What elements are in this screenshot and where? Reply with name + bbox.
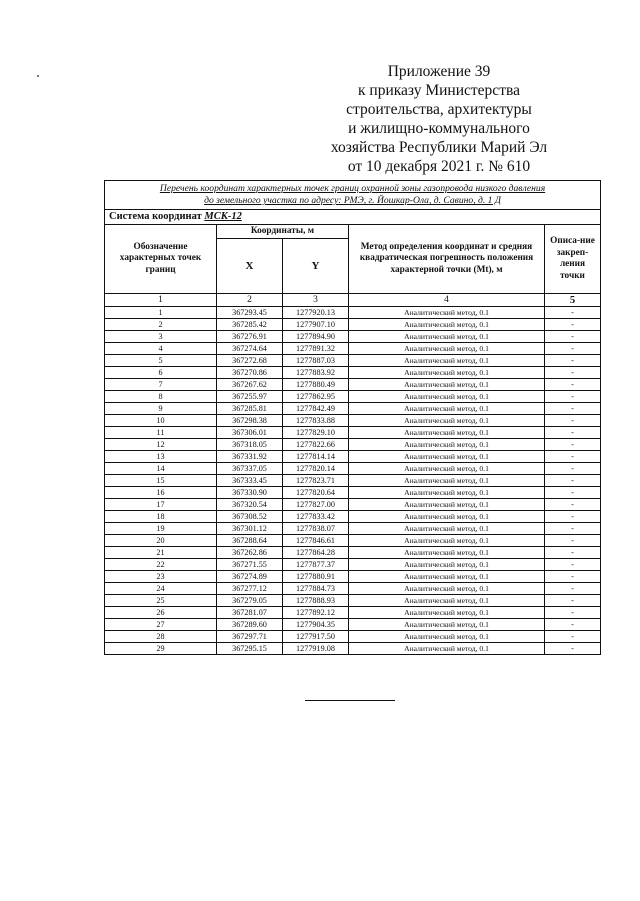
cell-y: 1277846.61 (283, 535, 349, 547)
cell-method: Аналитический метод, 0.1 (349, 331, 545, 343)
table-title-line: Перечень координат характерных точек границ охранной зоны газопровода низкого давления (159, 183, 546, 194)
cell-x: 367271.55 (217, 559, 283, 571)
cell-method: Аналитический метод, 0.1 (349, 619, 545, 631)
cell-point-number: 19 (105, 523, 217, 535)
cell-y: 1277827.00 (283, 499, 349, 511)
cell-x: 367308.52 (217, 511, 283, 523)
cell-method: Аналитический метод, 0.1 (349, 343, 545, 355)
cell-y: 1277814.14 (283, 451, 349, 463)
table-title (105, 181, 601, 210)
cell-description: - (545, 439, 601, 451)
cell-y: 1277919.08 (283, 643, 349, 655)
cell-y: 1277917.50 (283, 631, 349, 643)
cell-y: 1277820.64 (283, 487, 349, 499)
cell-method: Аналитический метод, 0.1 (349, 583, 545, 595)
cell-x: 367277.12 (217, 583, 283, 595)
cell-y: 1277862.95 (283, 391, 349, 403)
cell-point-number: 20 (105, 535, 217, 547)
cell-method: Аналитический метод, 0.1 (349, 379, 545, 391)
appendix-header (310, 62, 568, 176)
cell-point-number: 14 (105, 463, 217, 475)
header-method: Метод определения координат и средняя квадратическая погрешность положения характерной точки (Mt), м (349, 225, 545, 294)
table-row (105, 511, 601, 523)
cell-point-number: 15 (105, 475, 217, 487)
cell-description: - (545, 403, 601, 415)
table-row (105, 499, 601, 511)
cell-x: 367337.05 (217, 463, 283, 475)
cell-point-number: 12 (105, 439, 217, 451)
cell-y: 1277864.28 (283, 547, 349, 559)
appendix-line: от 10 декабря 2021 г. № 610 (347, 158, 531, 175)
cell-description: - (545, 391, 601, 403)
cell-y: 1277904.35 (283, 619, 349, 631)
cell-point-number: 6 (105, 367, 217, 379)
cell-x: 367267.62 (217, 379, 283, 391)
cell-description: - (545, 535, 601, 547)
cell-description: - (545, 595, 601, 607)
table-row (105, 319, 601, 331)
table-row (105, 463, 601, 475)
table-row (105, 547, 601, 559)
cell-x: 367318.05 (217, 439, 283, 451)
cell-x: 367297.71 (217, 631, 283, 643)
table-row (105, 427, 601, 439)
cell-y: 1277894.90 (283, 331, 349, 343)
cell-description: - (545, 319, 601, 331)
cell-point-number: 28 (105, 631, 217, 643)
cell-method: Аналитический метод, 0.1 (349, 535, 545, 547)
cell-y: 1277887.03 (283, 355, 349, 367)
column-number: 5 (545, 294, 601, 307)
cell-method: Аналитический метод, 0.1 (349, 595, 545, 607)
cell-x: 367295.15 (217, 643, 283, 655)
cell-y: 1277820.14 (283, 463, 349, 475)
coordinates-table (104, 180, 601, 655)
appendix-line: хозяйства Республики Марий Эл (330, 139, 548, 156)
cell-description: - (545, 571, 601, 583)
cell-description: - (545, 415, 601, 427)
cell-y: 1277907.10 (283, 319, 349, 331)
column-number: 2 (217, 294, 283, 307)
cell-x: 367289.60 (217, 619, 283, 631)
cell-point-number: 13 (105, 451, 217, 463)
table-row (105, 583, 601, 595)
cell-method: Аналитический метод, 0.1 (349, 631, 545, 643)
cell-point-number: 25 (105, 595, 217, 607)
table-row (105, 535, 601, 547)
table-row (105, 487, 601, 499)
coordinate-system-label: Система координат (109, 211, 202, 222)
cell-description: - (545, 343, 601, 355)
cell-y: 1277880.91 (283, 571, 349, 583)
header-x: X (217, 239, 283, 294)
cell-point-number: 21 (105, 547, 217, 559)
cell-x: 367276.91 (217, 331, 283, 343)
cell-point-number: 23 (105, 571, 217, 583)
cell-point-number: 24 (105, 583, 217, 595)
table-row (105, 523, 601, 535)
cell-description: - (545, 475, 601, 487)
appendix-line: строительства, архитектуры (346, 101, 532, 118)
column-number: 3 (283, 294, 349, 307)
cell-x: 367255.97 (217, 391, 283, 403)
cell-description: - (545, 511, 601, 523)
cell-y: 1277891.32 (283, 343, 349, 355)
table-row (105, 631, 601, 643)
cell-x: 367320.54 (217, 499, 283, 511)
cell-method: Аналитический метод, 0.1 (349, 511, 545, 523)
cell-y: 1277883.92 (283, 367, 349, 379)
cell-description: - (545, 523, 601, 535)
cell-method: Аналитический метод, 0.1 (349, 499, 545, 511)
cell-point-number: 8 (105, 391, 217, 403)
cell-description: - (545, 643, 601, 655)
cell-method: Аналитический метод, 0.1 (349, 307, 545, 319)
cell-method: Аналитический метод, 0.1 (349, 391, 545, 403)
appendix-line: и жилищно-коммунального (348, 120, 530, 137)
cell-x: 367274.64 (217, 343, 283, 355)
cell-description: - (545, 367, 601, 379)
table-title-line: до земельного участка по адресу: РМЭ, г. Йошкар-Ола, д. Савино, д. 1 Д (204, 195, 501, 206)
table-row (105, 643, 601, 655)
table-row (105, 595, 601, 607)
scan-speck (37, 75, 39, 77)
header-description: Описа-ние закреп-ления точки (545, 225, 601, 294)
cell-method: Аналитический метод, 0.1 (349, 607, 545, 619)
cell-x: 367293.45 (217, 307, 283, 319)
table-row (105, 367, 601, 379)
cell-x: 367288.64 (217, 535, 283, 547)
cell-x: 367330.90 (217, 487, 283, 499)
cell-x: 367285.81 (217, 403, 283, 415)
cell-y: 1277833.42 (283, 511, 349, 523)
cell-point-number: 29 (105, 643, 217, 655)
cell-point-number: 27 (105, 619, 217, 631)
cell-y: 1277829.10 (283, 427, 349, 439)
cell-description: - (545, 427, 601, 439)
cell-point-number: 22 (105, 559, 217, 571)
cell-point-number: 1 (105, 307, 217, 319)
table-row (105, 415, 601, 427)
table-row (105, 619, 601, 631)
cell-method: Аналитический метод, 0.1 (349, 367, 545, 379)
table-row (105, 343, 601, 355)
cell-description: - (545, 463, 601, 475)
cell-y: 1277888.93 (283, 595, 349, 607)
cell-point-number: 26 (105, 607, 217, 619)
cell-method: Аналитический метод, 0.1 (349, 415, 545, 427)
cell-method: Аналитический метод, 0.1 (349, 403, 545, 415)
cell-method: Аналитический метод, 0.1 (349, 439, 545, 451)
cell-method: Аналитический метод, 0.1 (349, 319, 545, 331)
table-row (105, 355, 601, 367)
column-number: 4 (349, 294, 545, 307)
cell-x: 367270.86 (217, 367, 283, 379)
cell-point-number: 7 (105, 379, 217, 391)
table-row (105, 331, 601, 343)
cell-method: Аналитический метод, 0.1 (349, 355, 545, 367)
column-number: 1 (105, 294, 217, 307)
table-row (105, 403, 601, 415)
cell-point-number: 9 (105, 403, 217, 415)
cell-method: Аналитический метод, 0.1 (349, 571, 545, 583)
cell-y: 1277842.49 (283, 403, 349, 415)
cell-point-number: 5 (105, 355, 217, 367)
table-row (105, 391, 601, 403)
table-row (105, 307, 601, 319)
cell-method: Аналитический метод, 0.1 (349, 559, 545, 571)
cell-x: 367331.92 (217, 451, 283, 463)
cell-point-number: 16 (105, 487, 217, 499)
coordinate-system (105, 210, 601, 225)
cell-point-number: 18 (105, 511, 217, 523)
cell-method: Аналитический метод, 0.1 (349, 487, 545, 499)
table-row (105, 475, 601, 487)
cell-x: 367272.68 (217, 355, 283, 367)
cell-description: - (545, 487, 601, 499)
cell-y: 1277880.49 (283, 379, 349, 391)
cell-description: - (545, 547, 601, 559)
cell-description: - (545, 379, 601, 391)
cell-description: - (545, 451, 601, 463)
cell-x: 367274.89 (217, 571, 283, 583)
table-row (105, 379, 601, 391)
header-y: Y (283, 239, 349, 294)
cell-description: - (545, 307, 601, 319)
table-row (105, 607, 601, 619)
cell-description: - (545, 583, 601, 595)
cell-point-number: 17 (105, 499, 217, 511)
header-designation: Обозначение характерных точек границ (105, 225, 217, 294)
cell-description: - (545, 619, 601, 631)
table-row (105, 439, 601, 451)
cell-description: - (545, 331, 601, 343)
cell-method: Аналитический метод, 0.1 (349, 427, 545, 439)
cell-y: 1277833.88 (283, 415, 349, 427)
cell-point-number: 4 (105, 343, 217, 355)
cell-y: 1277877.37 (283, 559, 349, 571)
cell-point-number: 3 (105, 331, 217, 343)
cell-y: 1277892.12 (283, 607, 349, 619)
cell-method: Аналитический метод, 0.1 (349, 451, 545, 463)
bottom-separator-line (305, 700, 395, 701)
cell-y: 1277822.66 (283, 439, 349, 451)
cell-x: 367285.42 (217, 319, 283, 331)
cell-x: 367262.86 (217, 547, 283, 559)
cell-description: - (545, 607, 601, 619)
coordinate-system-value: МСК-12 (204, 211, 242, 222)
cell-x: 367298.38 (217, 415, 283, 427)
column-number-row (105, 294, 601, 307)
cell-method: Аналитический метод, 0.1 (349, 475, 545, 487)
cell-point-number: 11 (105, 427, 217, 439)
cell-y: 1277823.71 (283, 475, 349, 487)
cell-x: 367333.45 (217, 475, 283, 487)
cell-description: - (545, 631, 601, 643)
cell-y: 1277884.73 (283, 583, 349, 595)
table-row (105, 559, 601, 571)
cell-y: 1277838.07 (283, 523, 349, 535)
cell-point-number: 10 (105, 415, 217, 427)
table-row (105, 571, 601, 583)
cell-description: - (545, 499, 601, 511)
cell-x: 367279.05 (217, 595, 283, 607)
appendix-line: Приложение 39 (387, 63, 491, 80)
header-coordinates: Координаты, м (217, 225, 349, 239)
cell-method: Аналитический метод, 0.1 (349, 643, 545, 655)
cell-point-number: 2 (105, 319, 217, 331)
cell-description: - (545, 559, 601, 571)
cell-description: - (545, 355, 601, 367)
cell-y: 1277920.13 (283, 307, 349, 319)
cell-x: 367301.12 (217, 523, 283, 535)
cell-x: 367281.07 (217, 607, 283, 619)
table-row (105, 451, 601, 463)
appendix-line: к приказу Министерства (358, 82, 520, 99)
cell-x: 367306.01 (217, 427, 283, 439)
cell-method: Аналитический метод, 0.1 (349, 523, 545, 535)
cell-method: Аналитический метод, 0.1 (349, 463, 545, 475)
cell-method: Аналитический метод, 0.1 (349, 547, 545, 559)
